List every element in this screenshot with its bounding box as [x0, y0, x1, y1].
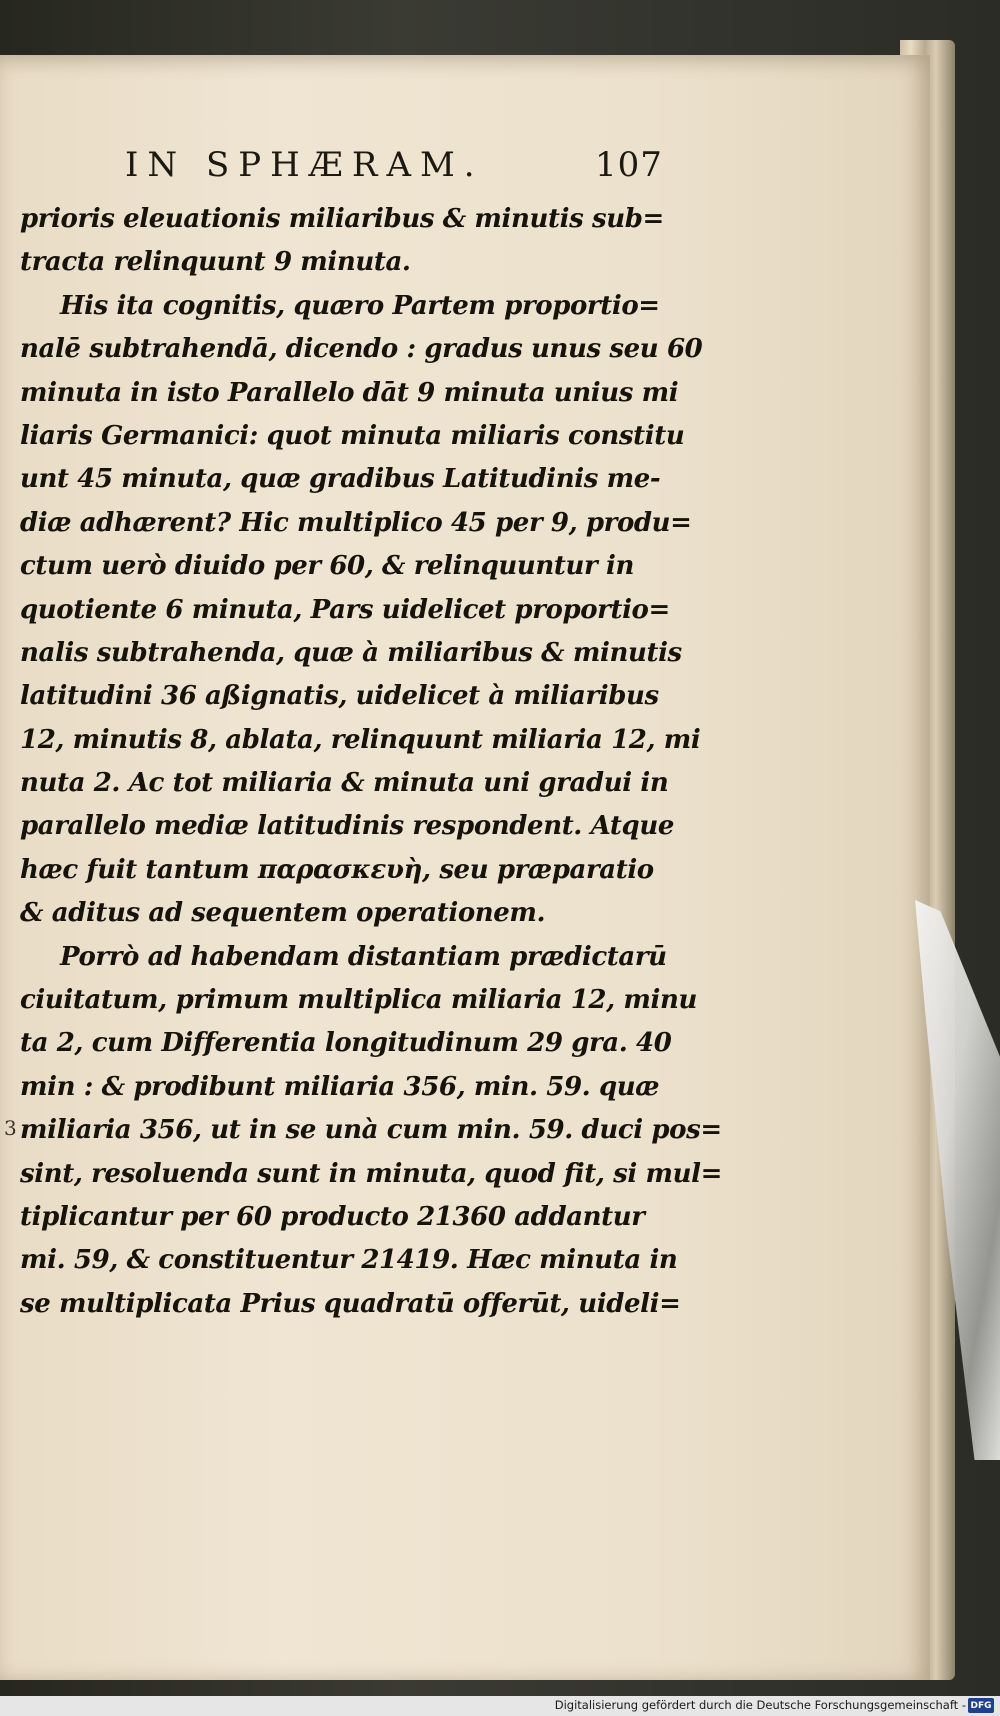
running-head: IN SPHÆRAM. [125, 145, 484, 185]
text-line: diæ adhærent? Hic multiplico 45 per 9, produ= [20, 507, 692, 538]
text-line: latitudini 36 aßignatis, uidelicet à miliaribus [20, 681, 659, 712]
text-line: parallelo mediæ latitudinis respondent. Atque [20, 811, 674, 842]
digitization-credit: Digitalisierung gefördert durch die Deutsche Forschungsgemeinschaft - [554, 1698, 966, 1712]
text-line: tracta relinquunt 9 minuta. [20, 247, 411, 278]
text-line: nalis subtrahenda, quæ à miliaribus & minutis [20, 637, 682, 668]
text-line: unt 45 minuta, quæ gradibus Latitudinis me- [20, 464, 661, 495]
body-text [20, 198, 723, 1326]
text-line: & aditus ad sequentem operationem. [20, 898, 546, 929]
text-line: ciuitatum, primum multiplica miliaria 12, minu [20, 985, 697, 1016]
text-line: sint, resoluenda sunt in minuta, quod fit, si mul= [20, 1158, 723, 1189]
text-line: His ita cognitis, quæro Partem proportio= [60, 290, 660, 321]
text-line: quotiente 6 minuta, Pars uidelicet proportio= [20, 594, 670, 625]
text-line: mi. 59, & constituentur 21419. Hæc minuta in [20, 1245, 678, 1276]
text-line: 12, minutis 8, ablata, relinquunt miliaria 12, mi [20, 724, 701, 755]
text-line: hæc fuit tantum παρασκευὴ, seu præparatio [20, 854, 654, 885]
page-number: 107 [595, 145, 663, 185]
text-line: tiplicantur per 60 producto 21360 addantur [20, 1201, 645, 1232]
text-line: miliaria 356, ut in se unà cum min. 59. duci pos= [20, 1115, 722, 1146]
page-header [125, 145, 665, 195]
text-line: Porrò ad habendam distantiam prædictarū [60, 941, 667, 972]
text-line: nalē subtrahendā, dicendo : gradus unus seu 60 [20, 334, 703, 365]
text-line: nuta 2. Ac tot miliaria & minuta uni gradui in [20, 768, 669, 799]
text-line: prioris eleuationis miliaribus & minutis sub= [20, 204, 664, 234]
text-line: se multiplicata Prius quadratū offerūt, uideli= [20, 1288, 681, 1319]
text-line: minuta in isto Parallelo dāt 9 minuta unius mi [20, 377, 679, 408]
dfg-logo-icon: DFG [968, 1698, 994, 1713]
text-line: ctum uerò diuido per 60, & relinquuntur in [20, 551, 634, 582]
text-line: min : & prodibunt miliaria 356, min. 59. quæ [20, 1071, 660, 1102]
margin-annotation: 3 [4, 1116, 17, 1140]
text-line: ta 2, cum Differentia longitudinum 29 gra. 40 [20, 1028, 672, 1059]
text-line: liaris Germanici: quot minuta miliaris constitu [20, 420, 685, 451]
